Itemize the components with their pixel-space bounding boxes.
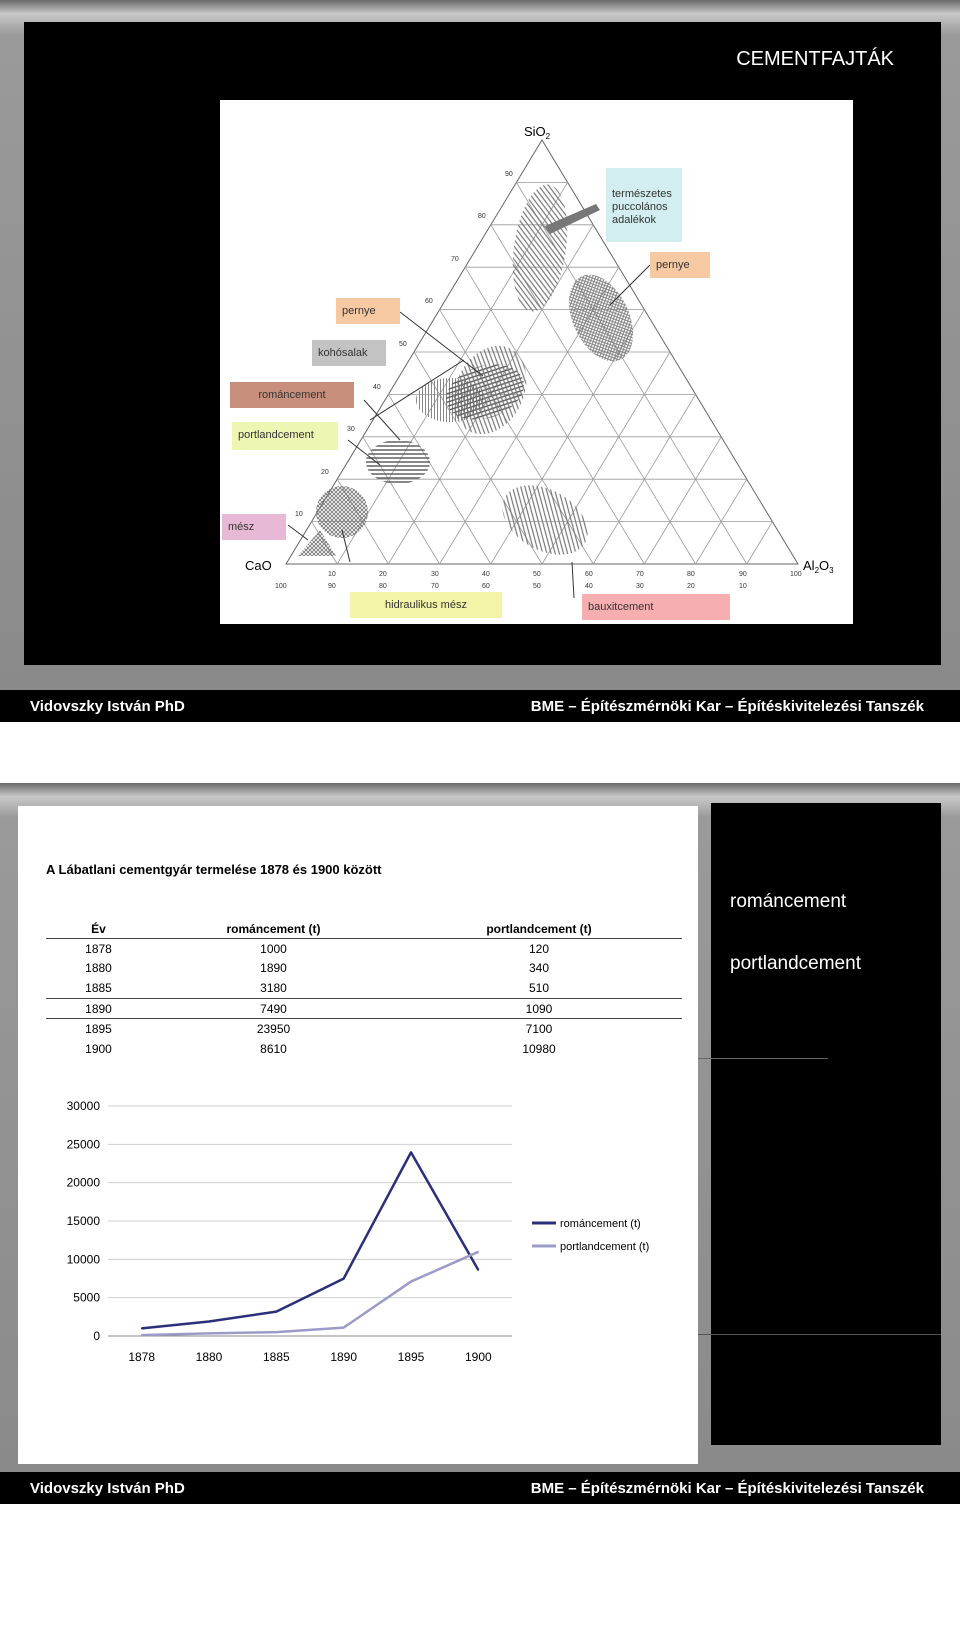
slide-footer [0,690,960,722]
header-ev: Év [46,920,151,939]
x-tick-label: 1890 [330,1350,358,1364]
table-row [46,978,682,998]
slide-footer [0,1472,960,1504]
tick-left-50: 50 [399,341,407,348]
tick-bottom2-100: 100 [275,583,287,590]
cell-year: 1895 [85,1022,112,1037]
cell-portland: 10980 [522,1041,556,1056]
x-tick-label: 1900 [464,1350,492,1364]
tick-left-10: 10 [295,511,303,518]
tick-bottom2-80: 80 [379,583,387,590]
region-romancement [440,334,541,446]
tick-bottom-90: 90 [739,571,747,578]
header-romancement: románcement (t) [151,920,396,939]
tick-bottom-40: 40 [482,571,490,578]
cell-year: 1878 [85,941,112,956]
x-tick-label: 1895 [397,1350,425,1364]
right-panel-item-portlandcement: portlandcement [730,953,861,974]
cell-portland: 120 [528,941,550,956]
data-point [343,1278,345,1280]
table-row [46,1019,682,1039]
tick-bottom2-60: 60 [482,583,490,590]
footer-author: Vidovszky István PhD [30,1480,185,1497]
series-line-0 [142,1152,479,1328]
slide-1 [0,0,960,722]
data-point [478,1269,480,1271]
tick-bottom2-20: 20 [687,583,695,590]
tick-bottom-80: 80 [687,571,695,578]
label-pernye-left: pernye [336,298,400,324]
tick-left-60: 60 [425,298,433,305]
tick-bottom-10: 10 [328,571,336,578]
table-row [46,998,682,1019]
footer-institution: BME – Építészmérnöki Kar – Építéskivitelezési Tanszék [530,698,924,715]
label-kohosalak: kohósalak [312,340,386,366]
tick-bottom2-90: 90 [328,583,336,590]
production-line-chart [40,1090,700,1380]
tick-bottom-100: 100 [790,571,802,578]
production-table [46,920,682,1059]
tick-bottom-30: 30 [431,571,439,578]
data-point [276,1311,278,1313]
y-tick-label: 5000 [73,1290,100,1305]
data-point [276,1331,278,1333]
tick-bottom-70: 70 [636,571,644,578]
table-header-row [46,920,682,939]
y-tick-label: 25000 [66,1137,100,1152]
x-tick-label: 1880 [195,1350,223,1364]
y-tick-label: 15000 [66,1214,100,1228]
legend-label-0: románcement (t) [560,1218,641,1230]
cell-year: 1885 [85,980,112,995]
cell-roman: 3180 [260,980,287,995]
chart-x-tick-labels [128,1350,492,1364]
tick-left-40: 40 [373,384,381,391]
data-point [410,1281,412,1283]
chart-series-lines [141,1152,479,1336]
ternary-diagram [220,100,853,624]
tick-bottom-60: 60 [585,571,593,578]
label-mesz: mész [222,514,286,540]
right-panel-title: CEMENT FAJTÁK [730,1611,893,1633]
data-point [410,1152,412,1154]
tick-left-30: 30 [347,426,355,433]
chart-legend [532,1218,649,1253]
cell-roman: 1000 [260,941,287,956]
chart-y-tick-labels [67,1099,101,1343]
cell-portland: 7100 [525,1022,553,1037]
right-panel-item-romancement: románcement [730,891,847,912]
tick-bottom2-70: 70 [431,583,439,590]
label-termeszetes: természetes puccolános adalékok [606,168,682,242]
y-tick-label: 0 [93,1329,100,1343]
label-portlandcement: portlandcement [232,422,338,450]
x-tick-label: 1885 [262,1350,290,1364]
data-point [343,1327,345,1329]
cell-year: 1880 [85,961,112,976]
region-puccolan [505,181,574,315]
footer-institution: BME – Építészmérnöki Kar – Építéskivitelezési Tanszék [530,1480,924,1497]
tick-bottom2-40: 40 [585,583,593,590]
tick-left-90: 90 [505,171,513,178]
apex-sio2: SiO$_2$ [524,124,551,141]
label-bauxit: bauxitcement [582,594,730,620]
cell-roman: 1890 [260,961,287,976]
cell-roman: 23950 [256,1022,291,1037]
slide-title: CEMENTFAJTÁK [736,48,894,70]
tick-left-80: 80 [478,213,486,220]
table-row [46,959,682,979]
label-romancement: románcement [230,382,354,408]
data-point [478,1251,480,1253]
region-bauxit [490,471,600,569]
table-title: A Lábatlani cementgyár termelése 1878 és 1900 között [46,862,382,877]
cell-roman: 8610 [260,1041,287,1056]
cell-portland: 340 [528,961,550,976]
divider-line-2 [698,1334,941,1335]
header-portlandcement: portlandcement (t) [396,920,682,939]
apex-al2o3: $Al_2O_3$ [803,558,834,575]
tick-left-20: 20 [321,469,329,476]
table-row [46,939,682,959]
legend-label-1: portlandcement (t) [560,1241,650,1253]
tick-bottom2-50: 50 [533,583,541,590]
y-tick-label: 30000 [66,1099,100,1113]
y-tick-label: 20000 [66,1175,100,1190]
label-hidraulikus: hidraulikus mész [350,592,502,618]
data-point [208,1321,210,1323]
label-pernye-right: pernye [650,252,710,278]
cell-year: 1890 [85,1001,112,1016]
cell-roman: 7490 [260,1001,287,1016]
tick-bottom-20: 20 [379,571,387,578]
data-point [141,1328,143,1330]
tick-bottom2-30: 30 [636,583,644,590]
x-tick-label: 1878 [128,1350,156,1364]
tick-bottom2-10: 10 [739,583,747,590]
table-row [46,1039,682,1059]
divider-line [698,1058,828,1059]
tick-bottom-50: 50 [533,571,541,578]
footer-author: Vidovszky István PhD [30,698,185,715]
y-tick-label: 10000 [66,1252,100,1267]
cell-portland: 510 [528,980,550,995]
tick-left-70: 70 [451,256,459,263]
apex-cao: CaO [245,558,272,573]
cell-year: 1900 [85,1041,112,1056]
data-point [208,1333,210,1335]
data-point [141,1334,143,1336]
cell-portland: 1090 [525,1001,553,1016]
